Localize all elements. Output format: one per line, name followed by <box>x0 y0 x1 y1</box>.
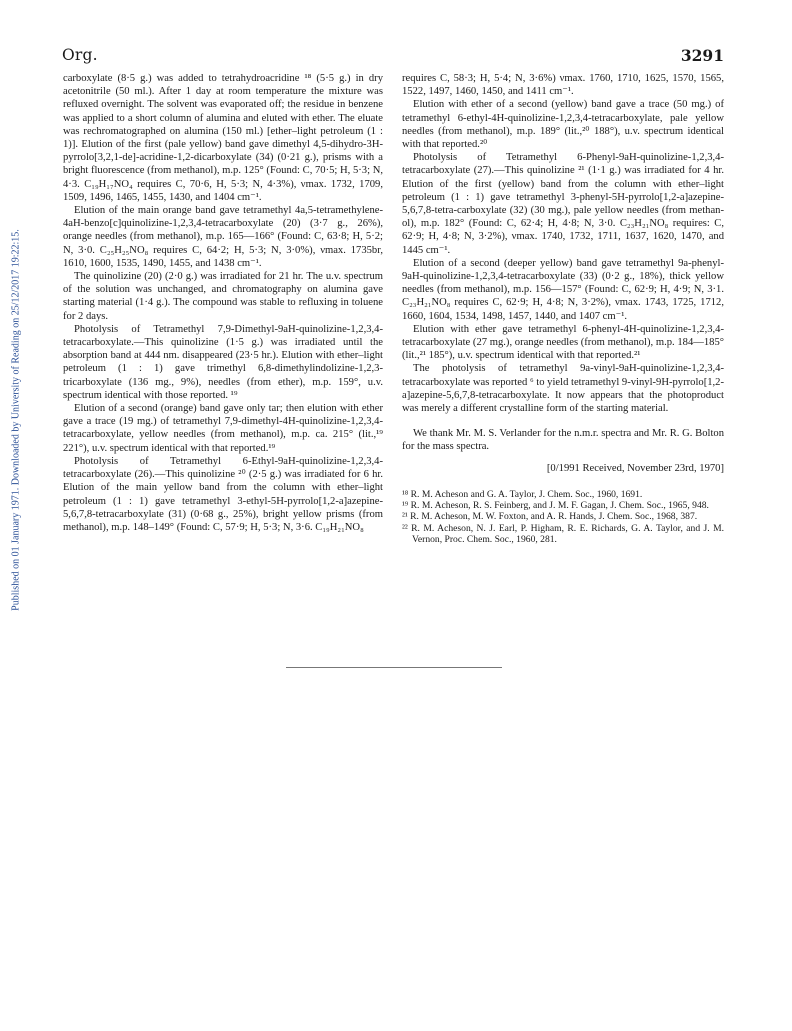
acknowledgement: We thank Mr. M. S. Verlander for the n.m.r. spectra and Mr. R. G. Bolton for the mass spectra. <box>402 428 724 453</box>
end-divider-rule <box>286 667 502 668</box>
paragraph: The photolysis of tetramethyl 9a-vinyl-9aH-quinolizine-1,2,3,4-tetracarboxylate was reported ⁶ to yield tetramethyl 9-vinyl-9H-pyrrolo[1,2-a]azepine-5,6,7,8-tetracarboxylate. It now appears that the photoproduct was merely a different crystalline form of the starting material. <box>402 363 724 415</box>
reference-item: ¹⁹ R. M. Acheson, R. S. Feinberg, and J. M. F. Gagan, J. Chem. Soc., 1965, 948. <box>402 500 709 512</box>
reference-item: ¹⁸ R. M. Acheson and G. A. Taylor, J. Chem. Soc., 1960, 1691. <box>402 488 643 500</box>
reference-item: ²¹ R. M. Acheson, M. W. Foxton, and A. R. Hands, J. Chem. Soc., 1968, 387. <box>402 511 698 523</box>
paragraph: Elution of a second (orange) band gave only tar; then elution with ether gave a trace (19 mg.) of tetramethyl 7,9-dimethyl-4H-quinolizine-1,2,3,4-tetracarboxylate, yellow needles (from methanol), m.p. ca. 215° (lit.,¹⁹ 221°), u.v. spectrum identical with that reported.¹⁹ <box>63 403 383 454</box>
references-list <box>402 489 724 545</box>
paragraph: Elution with ether gave tetramethyl 6-phenyl-4H-quinolizine-1,2,3,4-tetracarboxylate (27 mg.), orange needles (from methanol), m.p. 184—185° (lit.,²¹ 185°), u.v. spectrum identical with that reported.²¹ <box>402 323 724 362</box>
left-column <box>63 72 383 534</box>
paragraph: Photolysis of Tetramethyl 6-Ethyl-9aH-quinolizine-1,2,3,4-tetracarboxylate (26).—This quinolizine ²⁰ (2·5 g.) was irradiated for 6 hr. Elution of the main yellow band from the column with ether–light petroleum (1 : 1) gave tetramethyl 3-ethyl-5H-pyrrolo[1,2-a]azepine-5,6,7,8-tetracarboxylate (31) (0·68 g., 25%), bright yellow prisms (from methanol), m.p. 148–149° (Found: C, 57·9; H, 5·3; N, 3·6. C₁₉H₂₁NO₈ <box>63 455 383 533</box>
received-date: [0/1991 Received, November 23rd, 1970] <box>546 462 724 474</box>
paragraph: carboxylate (8·5 g.) was added to tetrahydroacridine ¹⁸ (5·5 g.) in dry acetonitrile (50 ml.). After 1 day at room temperature the mixture was refluxed overnight. The solvent was evaporated off; the residue in benzene was applied to a short column of alumina and eluted with ether. The eluate was rechromatographed on alumina (150 ml.) [ether–light petroleum (1 : 1)]. Elution of the first (pale yellow) band gave dimethyl 4,5-dihydro-3H-pyrrolo[3,2,1-de]-acridine-1,2-dicarboxylate (34) (0·21 g.), prisms with a bright fluorescence (from methanol), m.p. 125° (Found: C, 70·5; H, 5·3; N, 4·3. C₁₉H₁₇NO₄ requires C, 70·6, H, 5·3; N, 4·3%), νmax. 1732, 1709, 1509, 1496, 1465, 1455, 1430, and 1404 cm⁻¹. <box>63 73 383 203</box>
paragraph: The quinolizine (20) (2·0 g.) was irradiated for 21 hr. The u.v. spectrum of the solution was unchanged, and chromatography on alumina gave starting material (1·4 g.). The compound was stable to refluxing in toluene for 2 days. <box>63 271 383 322</box>
paragraph: Elution of a second (deeper yellow) band gave tetramethyl 9a-phenyl-9aH-quinolizine-1,2,3,4-tetracarboxylate (33) (0·2 g., 18%), thick yellow needles (from methanol), m.p. 156—157° (Found: C, 62·9; H, 4·9; N, 3·1. C₂₃H₂₁NO₈ requires C, 62·9; H, 4·8; N, 3·2%), νmax. 1743, 1725, 1712, 1660, 1604, 1534, 1498, 1457, 1440, and 1407 cm⁻¹. <box>402 257 724 322</box>
journal-section-label: Org. <box>62 46 98 64</box>
page-number: 3291 <box>680 46 724 65</box>
sidebar-download-notice: Published on 01 January 1971. Downloaded by University of Reading on 25/12/2017 19:22:15. <box>10 229 22 611</box>
paragraph: Photolysis of Tetramethyl 6-Phenyl-9aH-quinolizine-1,2,3,4-tetracarboxylate (27).—This quinolizine ²¹ (1·1 g.) was irradiated for 4 hr. Elution of the first (yellow) band from the column with ether–light petroleum (1 : 1) gave tetramethyl 3-phenyl-5H-pyrrolo[1,2-a]azepine-5,6,7,8-tetra-carboxylate (32) (30 mg.), pale yellow needles (from methan-ol), m.p. 182° (Found: C, 62·4; H, 4·8; N, 3·0. C₂₃H₂₁NO₈ requires: C, 62·9; H, 4·8; N, 3·2%), νmax. 1740, 1732, 1711, 1637, 1620, 1470, and 1445 cm⁻¹. <box>402 152 724 256</box>
right-column <box>402 72 724 545</box>
paragraph: Elution with ether of a second (yellow) band gave a trace (50 mg.) of tetramethyl 6-ethyl-4H-quinolizine-1,2,3,4-tetracarboxylate, pale yellow needles (from methanol), m.p. 189° (lit.,²⁰ 188°), u.v. spectrum identical with that reported.²⁰ <box>402 99 724 151</box>
reference-item: ²² R. M. Acheson, N. J. Earl, P. Higham, R. E. Richards, G. A. Taylor, and J. M. Vernon, Proc. Chem. Soc., 1960, 281. <box>402 522 724 545</box>
paragraph: Elution of the main orange band gave tetramethyl 4a,5-tetramethylene-4aH-benzo[c]quinolizine-1,2,3,4-tetracarboxylate (20) (3·7 g., 26%), orange needles (from methanol), m.p. 165—166° (Found: C, 63·8; H, 5·2; N, 3·0. C₂₅H₂₅NO₈ requires C, 64·2; H, 5·3; N, 3·0%), νmax. 1735br, 1610, 1600, 1535, 1490, 1455, and 1438 cm⁻¹. <box>63 205 383 269</box>
spacer <box>402 415 724 427</box>
paragraph: Photolysis of Tetramethyl 7,9-Dimethyl-9aH-quinolizine-1,2,3,4-tetracarboxylate.—This quinolizine (1·5 g.) was irradiated until the absorption band at 444 nm. disappeared (23·5 hr.). Elution with ether–light petroleum (1 : 1) gave trimethyl 6,8-dimethylindolizine-1,2,3-tricarboxylate (136 mg., 9%), needles (from ether), m.p. 159°, u.v. spectrum identical with those reported. ¹⁹ <box>63 323 383 401</box>
publication-sidebar <box>10 210 22 630</box>
paragraph: requires C, 58·3; H, 5·4; N, 3·6%) νmax. 1760, 1710, 1625, 1570, 1565, 1522, 1497, 1460, 1450, and 1411 cm⁻¹. <box>402 73 724 98</box>
